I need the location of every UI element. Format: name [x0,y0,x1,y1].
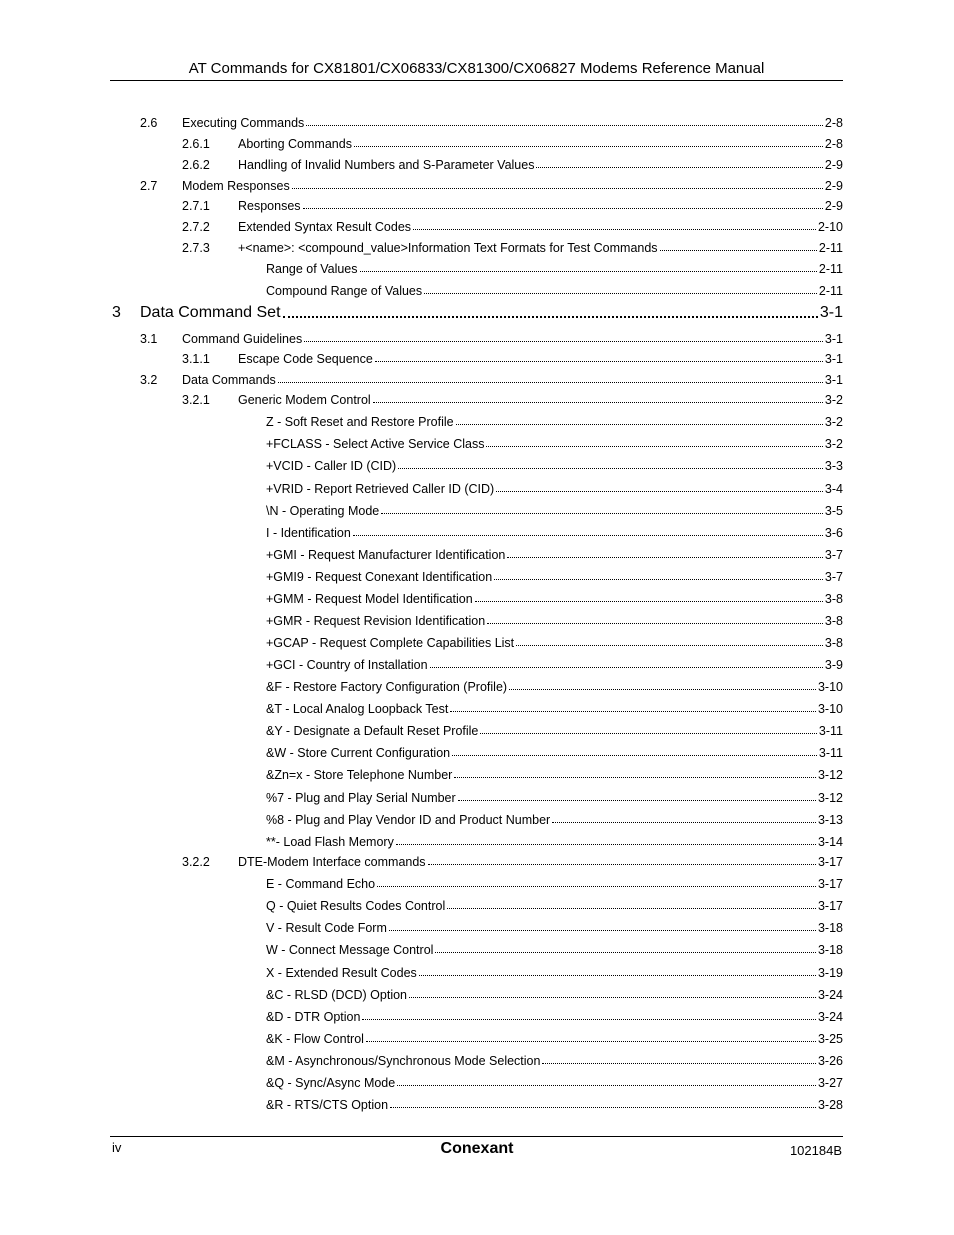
toc-entry-number: 2.7.1 [182,199,210,213]
toc-entry[interactable] [182,131,843,151]
toc-entry-title: +GMM - Request Model Identification [266,592,473,606]
toc-entry-title: +<name>: <compound_value>Information Text Formats for Test Commands [238,241,658,255]
toc-entry[interactable] [266,696,843,716]
toc-entry[interactable] [140,110,843,130]
toc-dot-leader [480,733,817,734]
toc-entry-title: V - Result Code Form [266,921,387,935]
toc-entry[interactable] [266,829,843,849]
toc-dot-leader [366,1041,816,1042]
toc-entry[interactable] [266,453,843,473]
toc-entry[interactable] [266,785,843,805]
toc-entry[interactable] [266,762,843,782]
toc-entry[interactable] [266,431,843,451]
toc-dot-leader [373,402,823,403]
toc-entry-title: Escape Code Sequence [238,352,373,366]
toc-entry-title: &M - Asynchronous/Synchronous Mode Selection [266,1054,541,1068]
toc-dot-leader [396,844,816,845]
toc-dot-leader [494,579,823,580]
toc-entry-title: +FCLASS - Select Active Service Class [266,437,485,451]
toc-dot-leader [278,382,823,383]
toc-entry-number: 3.2.1 [182,393,210,407]
toc-dot-leader [454,777,816,778]
toc-entry-page: 3-11 [818,724,843,738]
toc-entry-page: 3-24 [817,1010,843,1024]
toc-entry-page: 3-2 [824,393,843,407]
toc-entry-page: 3-8 [824,592,843,606]
toc-dot-leader [419,975,816,976]
toc-entry-page: 3-1 [819,304,843,321]
toc-entry-title: Generic Modem Control [238,393,371,407]
toc-dot-leader [409,997,816,998]
toc-entry-page: 2-8 [824,116,843,130]
toc-dot-leader [283,316,818,318]
toc-entry-page: 3-1 [824,332,843,346]
toc-dot-leader [496,491,823,492]
toc-dot-leader [292,188,823,189]
toc-entry-title: **- Load Flash Memory [266,835,394,849]
toc-dot-leader [375,361,823,362]
toc-entry-title: &K - Flow Control [266,1032,364,1046]
toc-entry[interactable] [266,807,843,827]
toc-entry[interactable] [266,1070,843,1090]
toc-entry-title: +GMR - Request Revision Identification [266,614,486,628]
toc-entry-title: &F - Restore Factory Configuration (Profile) [266,680,508,694]
toc-entry-page: 2-11 [818,284,843,298]
toc-entry-page: 3-7 [824,548,843,562]
toc-entry[interactable] [182,152,843,172]
toc-entry-title: Z - Soft Reset and Restore Profile [266,415,454,429]
toc-entry-title: +GMI - Request Manufacturer Identification [266,548,506,562]
toc-entry[interactable] [266,674,843,694]
toc-entry[interactable] [182,235,843,255]
toc-entry-title: Responses [238,199,301,213]
toc-entry[interactable] [266,476,843,496]
toc-entry-title: Data Commands [182,373,276,387]
toc-entry-number: 2.6.2 [182,158,210,172]
toc-entry-page: 3-17 [817,899,843,913]
toc-entry-title: &C - RLSD (DCD) Option [266,988,407,1002]
toc-entry-title: Extended Syntax Result Codes [238,220,412,234]
toc-dot-leader [486,446,822,447]
toc-entry-title: &Y - Designate a Default Reset Profile [266,724,479,738]
toc-entry[interactable] [266,564,843,584]
toc-entry-number: 3.1 [140,332,158,346]
toc-entry-page: 3-18 [817,921,843,935]
toc-entry-page: 3-4 [824,482,843,496]
toc-entry[interactable] [266,718,843,738]
toc-entry[interactable] [266,498,843,518]
toc-entry[interactable] [266,586,843,606]
toc-entry-page: 3-17 [817,877,843,891]
toc-dot-leader [475,601,823,602]
toc-dot-leader [458,800,816,801]
toc-entry[interactable] [266,1092,843,1112]
toc-entry[interactable] [140,367,843,387]
toc-entry[interactable] [266,1026,843,1046]
toc-entry[interactable] [266,542,843,562]
toc-entry-page: 3-6 [824,526,843,540]
toc-dot-leader [516,645,823,646]
toc-entry-number: 3.2 [140,373,158,387]
toc-entry-page: 3-28 [817,1098,843,1112]
toc-entry-title: W - Connect Message Control [266,943,434,957]
toc-entry-page: 3-10 [817,702,843,716]
toc-entry[interactable] [266,937,843,957]
toc-entry[interactable] [266,630,843,650]
toc-entry-page: 2-10 [817,220,843,234]
toc-entry-title: +VCID - Caller ID (CID) [266,459,397,473]
toc-dot-leader [424,293,817,294]
toc-entry[interactable] [112,298,843,322]
toc-dot-leader [304,341,823,342]
toc-entry[interactable] [266,652,843,672]
toc-entry-page: 3-5 [824,504,843,518]
toc-entry[interactable] [140,173,843,193]
toc-entry-title: +GCI - Country of Installation [266,658,428,672]
toc-entry[interactable] [266,409,843,429]
toc-entry[interactable] [140,326,843,346]
toc-entry-title: +GCAP - Request Complete Capabilities List [266,636,515,650]
toc-dot-leader [450,711,816,712]
toc-dot-leader [397,1085,816,1086]
toc-entry-page: 3-24 [817,988,843,1002]
header-rule [110,80,843,81]
toc-dot-leader [389,930,816,931]
toc-entry-page: 3-26 [817,1054,843,1068]
toc-entry-page: 3-2 [824,415,843,429]
toc-entry-title: %7 - Plug and Play Serial Number [266,791,456,805]
toc-dot-leader [507,557,823,558]
toc-dot-leader [509,689,816,690]
toc-entry-number: 3 [112,304,121,321]
toc-entry-title: &Q - Sync/Async Mode [266,1076,396,1090]
toc-entry-title: &T - Local Analog Loopback Test [266,702,449,716]
toc-entry-title: Handling of Invalid Numbers and S-Parameter Values [238,158,535,172]
toc-entry[interactable] [266,740,843,760]
toc-dot-leader [354,146,823,147]
toc-entry-title: %8 - Plug and Play Vendor ID and Product Number [266,813,551,827]
footer-doc-number: 102184B [789,1143,842,1158]
toc-dot-leader [456,424,823,425]
toc-entry-title: &W - Store Current Configuration [266,746,451,760]
toc-entry[interactable] [182,346,843,366]
toc-dot-leader [552,822,816,823]
toc-entry-number: 2.7.2 [182,220,210,234]
toc-dot-leader [536,167,822,168]
toc-entry-page: 2-9 [824,179,843,193]
toc-entry-page: 3-27 [817,1076,843,1090]
toc-entry-title: Aborting Commands [238,137,352,151]
toc-dot-leader [447,908,816,909]
toc-dot-leader [360,271,817,272]
toc-dot-leader [435,952,816,953]
toc-dot-leader [390,1107,816,1108]
toc-entry-title: +GMI9 - Request Conexant Identification [266,570,493,584]
toc-dot-leader [428,864,816,865]
toc-entry-page: 3-7 [824,570,843,584]
toc-entry-page: 3-19 [817,966,843,980]
toc-dot-leader [303,208,823,209]
toc-entry-page: 3-9 [824,658,843,672]
toc-dot-leader [413,229,816,230]
toc-entry-title: Q - Quiet Results Codes Control [266,899,446,913]
footer-page-number: iv [112,1140,122,1155]
toc-entry-page: 2-11 [818,241,843,255]
toc-entry[interactable] [266,608,843,628]
page-header-title: AT Commands for CX81801/CX06833/CX81300/CX06827 Modems Reference Manual [188,60,765,77]
toc-entry-title: Executing Commands [182,116,305,130]
toc-entry-page: 3-8 [824,636,843,650]
toc-entry-page: 3-3 [824,459,843,473]
toc-entry-page: 2-9 [824,199,843,213]
toc-dot-leader [430,667,823,668]
toc-entry-page: 3-1 [824,352,843,366]
toc-entry[interactable] [266,520,843,540]
toc-entry-title: &R - RTS/CTS Option [266,1098,389,1112]
toc-entry-title: Data Command Set [140,304,281,321]
toc-entry[interactable] [266,256,843,276]
toc-entry-title: Range of Values [266,262,358,276]
toc-entry[interactable] [266,915,843,935]
toc-entry-title: \N - Operating Mode [266,504,380,518]
footer-rule [110,1136,843,1137]
toc-entry-number: 2.6 [140,116,158,130]
toc-entry[interactable] [182,387,843,407]
toc-entry-page: 2-9 [824,158,843,172]
toc-dot-leader [487,623,823,624]
toc-entry[interactable] [266,960,843,980]
toc-entry-title: DTE-Modem Interface commands [238,855,426,869]
toc-entry-page: 3-2 [824,437,843,451]
toc-entry-title: I - Identification [266,526,351,540]
toc-entry[interactable] [182,214,843,234]
toc-dot-leader [381,513,823,514]
toc-dot-leader [362,1019,816,1020]
toc-dot-leader [377,886,816,887]
toc-entry-title: &Zn=x - Store Telephone Number [266,768,453,782]
toc-entry-number: 3.1.1 [182,352,210,366]
toc-entry-title: E - Command Echo [266,877,376,891]
toc-entry-page: 3-10 [817,680,843,694]
toc-entry-title: X - Extended Result Codes [266,966,417,980]
toc-entry-title: +VRID - Report Retrieved Caller ID (CID) [266,482,495,496]
toc-entry-page: 3-12 [817,768,843,782]
toc-entry[interactable] [266,1004,843,1024]
toc-entry-page: 3-14 [817,835,843,849]
toc-entry-page: 3-13 [817,813,843,827]
toc-entry[interactable] [182,193,843,213]
toc-entry[interactable] [266,871,843,891]
toc-entry-page: 3-8 [824,614,843,628]
toc-entry-page: 3-25 [817,1032,843,1046]
toc-dot-leader [306,125,823,126]
toc-dot-leader [542,1063,816,1064]
toc-entry-page: 2-11 [818,262,843,276]
toc-entry-title: &D - DTR Option [266,1010,361,1024]
toc-entry-page: 2-8 [824,137,843,151]
toc-entry[interactable] [266,1048,843,1068]
toc-entry[interactable] [182,849,843,869]
toc-entry-page: 3-11 [818,746,843,760]
toc-entry[interactable] [266,982,843,1002]
toc-entry-number: 2.7.3 [182,241,210,255]
toc-entry-title: Compound Range of Values [266,284,423,298]
toc-entry-page: 3-18 [817,943,843,957]
toc-entry-page: 3-12 [817,791,843,805]
toc-entry-number: 3.2.2 [182,855,210,869]
toc-entry-number: 2.6.1 [182,137,210,151]
footer-company: Conexant [440,1140,514,1157]
toc-entry-page: 3-17 [817,855,843,869]
toc-entry[interactable] [266,278,843,298]
toc-dot-leader [398,468,823,469]
toc-entry-title: Command Guidelines [182,332,303,346]
toc-entry-number: 2.7 [140,179,158,193]
toc-entry-title: Modem Responses [182,179,290,193]
toc-dot-leader [660,250,817,251]
toc-dot-leader [452,755,817,756]
toc-entry-page: 3-1 [824,373,843,387]
toc-dot-leader [353,535,823,536]
toc-entry[interactable] [266,893,843,913]
